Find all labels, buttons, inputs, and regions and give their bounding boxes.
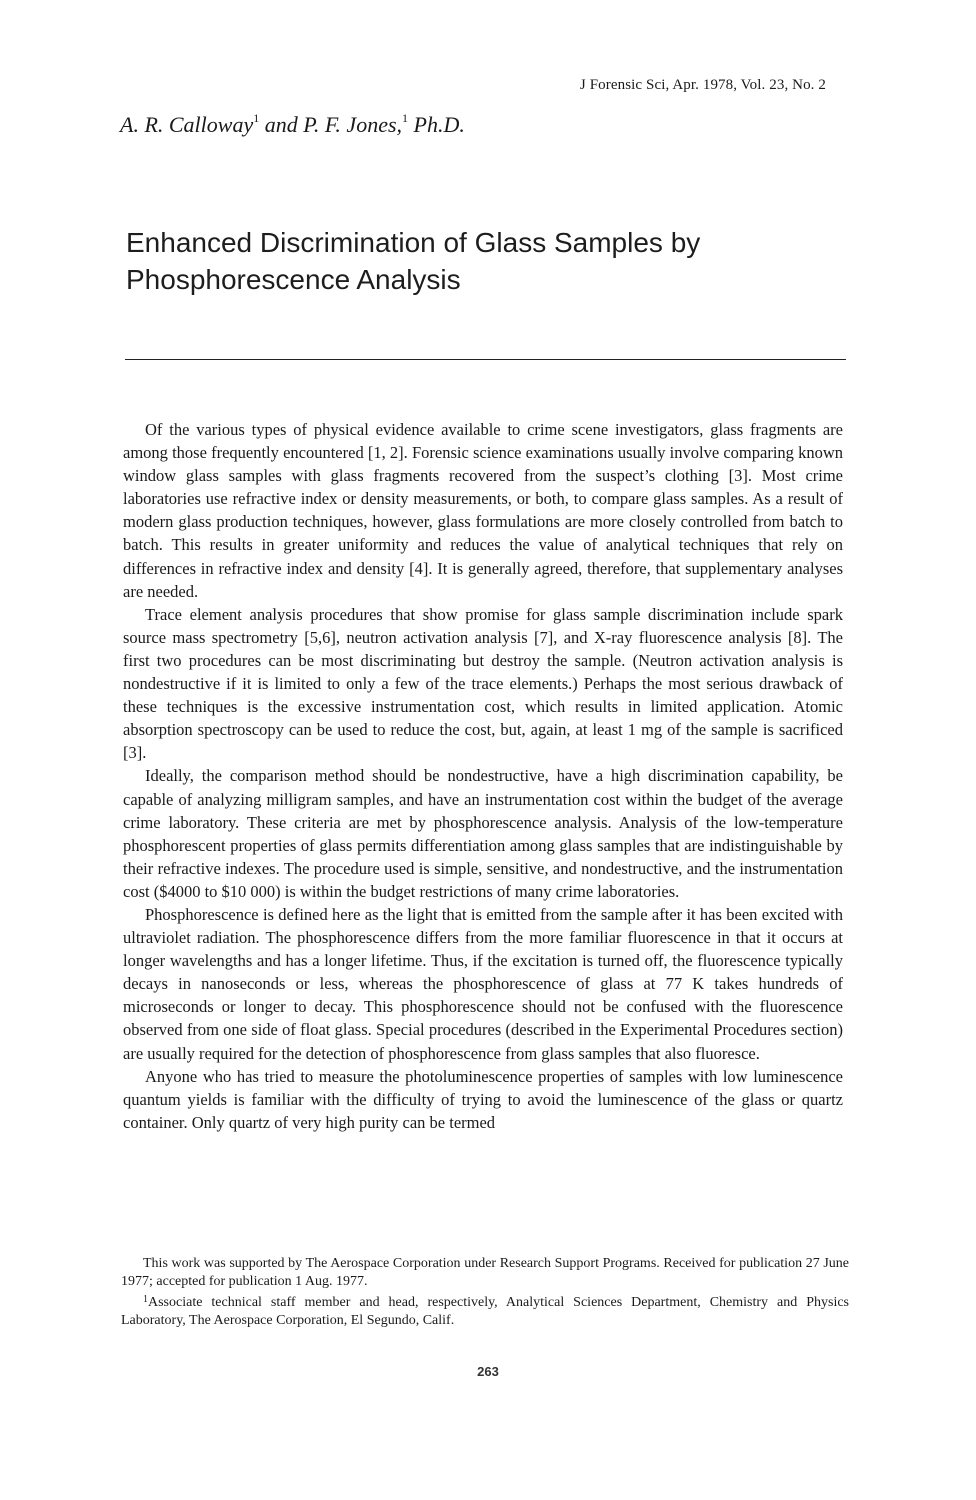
author-calloway: A. R. Calloway xyxy=(120,112,254,137)
title-line-1: Enhanced Discrimination of Glass Samples by xyxy=(126,227,701,258)
footnote-mark: 1 xyxy=(143,1294,148,1305)
author-line xyxy=(120,112,465,138)
journal-citation: J Forensic Sci, Apr. 1978, Vol. 23, No. 2 xyxy=(579,77,826,93)
article-body xyxy=(123,418,843,1134)
body-paragraph: Ideally, the comparison method should be nondestructive, have a high discrimination capability, be capable of analyzing milligram samples, and have an instrumentation cost within the budget of the average crime laboratory. These criteria are met by phosphorescence analysis. Analysis of the low-temperature phosphorescent properties of glass permits differentiation among glass samples that are indistinguishable by their refractive indexes. The procedure used is simple, sensitive, and nondestructive, and the instrumentation cost ($4000 to $10 000) is within the budget restrictions of many crime laboratories. xyxy=(123,766,843,901)
author-jones: P. F. Jones, xyxy=(303,112,403,137)
footnotes xyxy=(121,1255,849,1330)
body-paragraph: Of the various types of physical evidence available to crime scene investigators, glass fragments are among those frequently encountered [1, 2]. Forensic science examinations usually involve comparing known window glass samples with glass fragments recovered from the suspect’s clothing [3]. Most crime laboratories use refractive index or density measurements, or both, to compare glass samples. As a result of modern glass production techniques, however, glass formulations are more closely controlled from batch to batch. This results in greater uniformity and reduces the value of analytical techniques that rely on differences in refractive index and density [4]. It is generally agreed, therefore, that supplementary analyses are needed. xyxy=(123,420,843,601)
footnote-support: This work was supported by The Aerospace Corporation under Research Support Programs. Received for publication 27 June 1977; accepted for publication 1 Aug. 1977. xyxy=(121,1256,849,1289)
author-connector: and xyxy=(259,112,304,137)
page-number: 263 xyxy=(477,1364,499,1379)
author-footnote-mark: 1 xyxy=(253,110,260,125)
body-paragraph: Anyone who has tried to measure the photoluminescence properties of samples with low luminescence quantum yields is familiar with the difficulty of trying to avoid the luminescence of the glass or quartz container. Only quartz of very high purity can be termed xyxy=(123,1066,843,1132)
body-paragraph: Phosphorescence is defined here as the light that is emitted from the sample after it has been excited with ultraviolet radiation. The phosphorescence differs from the more familiar fluorescence in that it occurs at longer wavelengths and has a longer lifetime. Thus, if the excitation is turned off, the fluorescence typically decays in nanoseconds or less, whereas the phosphorescence of glass at 77 K takes hundreds of microseconds or longer to decay. This phosphorescence should not be confused with the fluorescence observed from one side of float glass. Special procedures (described in the Experimental Procedures section) are usually required for the detection of phosphorescence from glass samples that also fluoresce. xyxy=(123,904,843,1063)
body-paragraph: Trace element analysis procedures that show promise for glass sample discrimination include spark source mass spectrometry [5,6], neutron activation analysis [7], and X-ray fluorescence analysis [8]. The first two procedures can be most discriminating but destroy the sample. (Neutron activation analysis is nondestructive if it is limited to only a few of the trace elements.) Perhaps the most serious drawback of these techniques is the excessive instrumentation cost, which results in limited application. Atomic absorption spectroscopy can be used to reduce the cost, but, again, at least 1 mg of the sample is sacrificed [3]. xyxy=(123,604,843,763)
footnote-affiliation xyxy=(121,1291,849,1330)
author-degree: Ph.D. xyxy=(408,112,465,137)
title-line-2: Phosphorescence Analysis xyxy=(126,264,461,295)
article-title xyxy=(126,224,846,298)
title-divider xyxy=(125,359,846,360)
author-footnote-mark: 1 xyxy=(402,110,409,125)
footnote-affiliation-text: Associate technical staff member and head, respectively, Analytical Sciences Department, Chemistry and Physics Laboratory, The Aerospace Corporation, El Segundo, Calif. xyxy=(121,1295,849,1328)
